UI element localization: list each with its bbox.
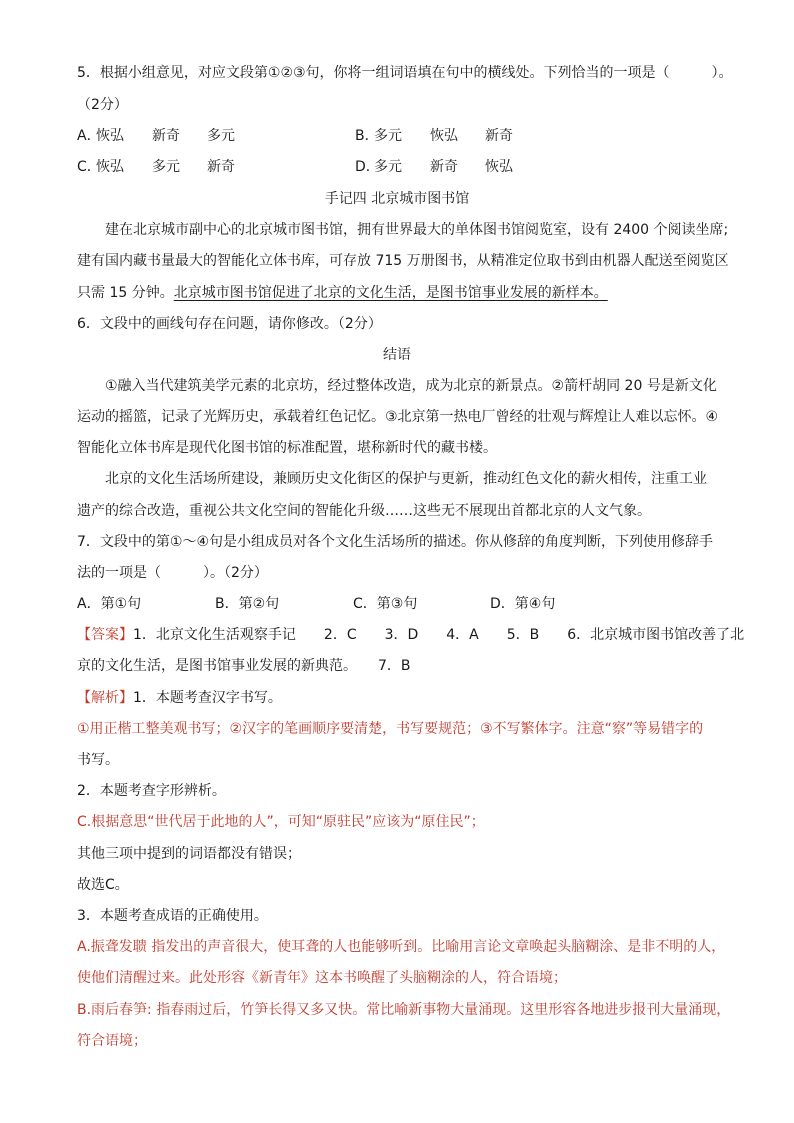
- analysis-line: 书写。: [77, 752, 119, 768]
- analysis-line: 故选C。: [77, 877, 129, 893]
- conclusion-paragraph-line: 遗产的综合改造，重视公共文化空间的智能化升级……这些无不展现出首都北京的人文气象。: [77, 503, 651, 519]
- q7-option-b: B．第②句: [215, 596, 280, 612]
- q6-stem: 6．文段中的画线句存在问题，请你修改。（2分）: [77, 316, 382, 332]
- option-word: 恢弘: [96, 159, 124, 175]
- answer-text: 1．北京文化生活观察手记 2．C 3．D 4．A 5．B 6．北京城市图书馆改善了北: [133, 627, 745, 643]
- analysis-text: 1．本题考查汉字书写。: [133, 690, 282, 706]
- option-word: 恢弘: [96, 128, 124, 144]
- option-word: 新奇: [152, 128, 180, 144]
- conclusion-paragraph-line: 智能化立体书库是现代化图书馆的标准配置，堪称新时代的藏书楼。: [77, 440, 497, 456]
- note4-text: 只需 15 分钟。: [77, 285, 174, 301]
- analysis-line: A.振聋发聩 指发出的声音很大，使耳聋的人也能够听到。比喻用言论文章唤起头脑糊涂、是非不明的人，: [77, 939, 726, 955]
- analysis-line: B.雨后春笋: 指春雨过后，竹笋长得又多又快。常比喻新事物大量涌现。这里形容各地进步报刊大量涌现，: [77, 1002, 731, 1018]
- analysis-tag: 【解析】: [77, 690, 133, 706]
- answer-line: 京的文化生活，是图书馆事业发展的新典范。 7．B: [77, 658, 411, 674]
- underlined-sentence: 北京城市图书馆促进了北京的文化生活，是图书馆事业发展的新样本。: [173, 285, 608, 301]
- note4-paragraph-line: [77, 283, 608, 303]
- note4-paragraph-line: 建在北京城市副中心的北京城市图书馆，拥有世界最大的单体图书馆阅览室，设有 2400 个阅读坐席;: [105, 222, 729, 238]
- option-word: 多元: [152, 159, 180, 175]
- option-word: 新奇: [430, 159, 458, 175]
- q7-option-d: D．第④句: [490, 596, 556, 612]
- q5-points: （2分）: [77, 97, 128, 113]
- q7-option-c: C．第③句: [353, 596, 418, 612]
- option-word: 恢弘: [485, 159, 513, 175]
- option-word: 多元: [374, 128, 402, 144]
- analysis-line: [77, 688, 282, 708]
- q5-stem: 5．根据小组意见，对应文段第①②③句，你将一组词语填在句中的横线处。下列恰当的一项是（ ）。: [77, 65, 733, 81]
- analysis-line: 其他三项中提到的词语都没有错误；: [77, 846, 301, 862]
- conclusion-paragraph-line: ①融入当代建筑美学元素的北京坊，经过整体改造，成为北京的新景点。②箭杆胡同 20 号是新文化: [105, 378, 717, 394]
- option-label: D．: [355, 159, 380, 175]
- conclusion-paragraph-line: 运动的摇篮，记录了光辉历史，承载着红色记忆。③北京第一热电厂曾经的壮观与辉煌让人难以忘怀。④: [77, 409, 719, 425]
- answer-line: [77, 625, 744, 645]
- analysis-line: 2．本题考查字形辨析。: [77, 783, 226, 799]
- analysis-line: ①用正楷工整美观书写；②汉字的笔画顺序要清楚，书写要规范；③不写繁体字。注意“察”等易错字的: [77, 721, 704, 737]
- section-title-conclusion: 结语: [383, 347, 411, 363]
- section-title-note4: 手记四 北京城市图书馆: [324, 191, 470, 207]
- option-label: C．: [77, 159, 101, 175]
- q7-stem: 7．文段中的第①～④句是小组成员对各个文化生活场所的描述。你从修辞的角度判断，下列使用修辞手: [77, 534, 714, 550]
- q7-option-a: A．第①句: [77, 596, 142, 612]
- answer-tag: 【答案】: [77, 627, 133, 643]
- option-word: 新奇: [485, 128, 513, 144]
- option-word: 恢弘: [430, 128, 458, 144]
- analysis-line: 符合语境；: [77, 1033, 147, 1049]
- note4-paragraph-line: 建有国内藏书量最大的智能化立体书库，可存放 715 万册图书，从精准定位取书到由机器人配送至阅览区: [77, 253, 729, 269]
- q7-stem: 法的一项是（ ）。（2分）: [77, 565, 268, 581]
- option-label: A．: [77, 128, 101, 144]
- analysis-line: C.根据意思“世代居于此地的人”，可知“原驻民”应该为“原住民”；: [77, 814, 485, 830]
- analysis-line: 3．本题考查成语的正确使用。: [77, 908, 268, 924]
- option-word: 新奇: [207, 159, 235, 175]
- analysis-line: 使他们清醒过来。此处形容《新青年》这本书唤醒了头脑糊涂的人，符合语境；: [77, 970, 567, 986]
- conclusion-paragraph-line: 北京的文化生活场所建设，兼顾历史文化街区的保护与更新，推动红色文化的薪火相传，注重工业: [105, 471, 707, 487]
- option-label: B．: [355, 128, 379, 144]
- option-word: 多元: [374, 159, 402, 175]
- option-word: 多元: [207, 128, 235, 144]
